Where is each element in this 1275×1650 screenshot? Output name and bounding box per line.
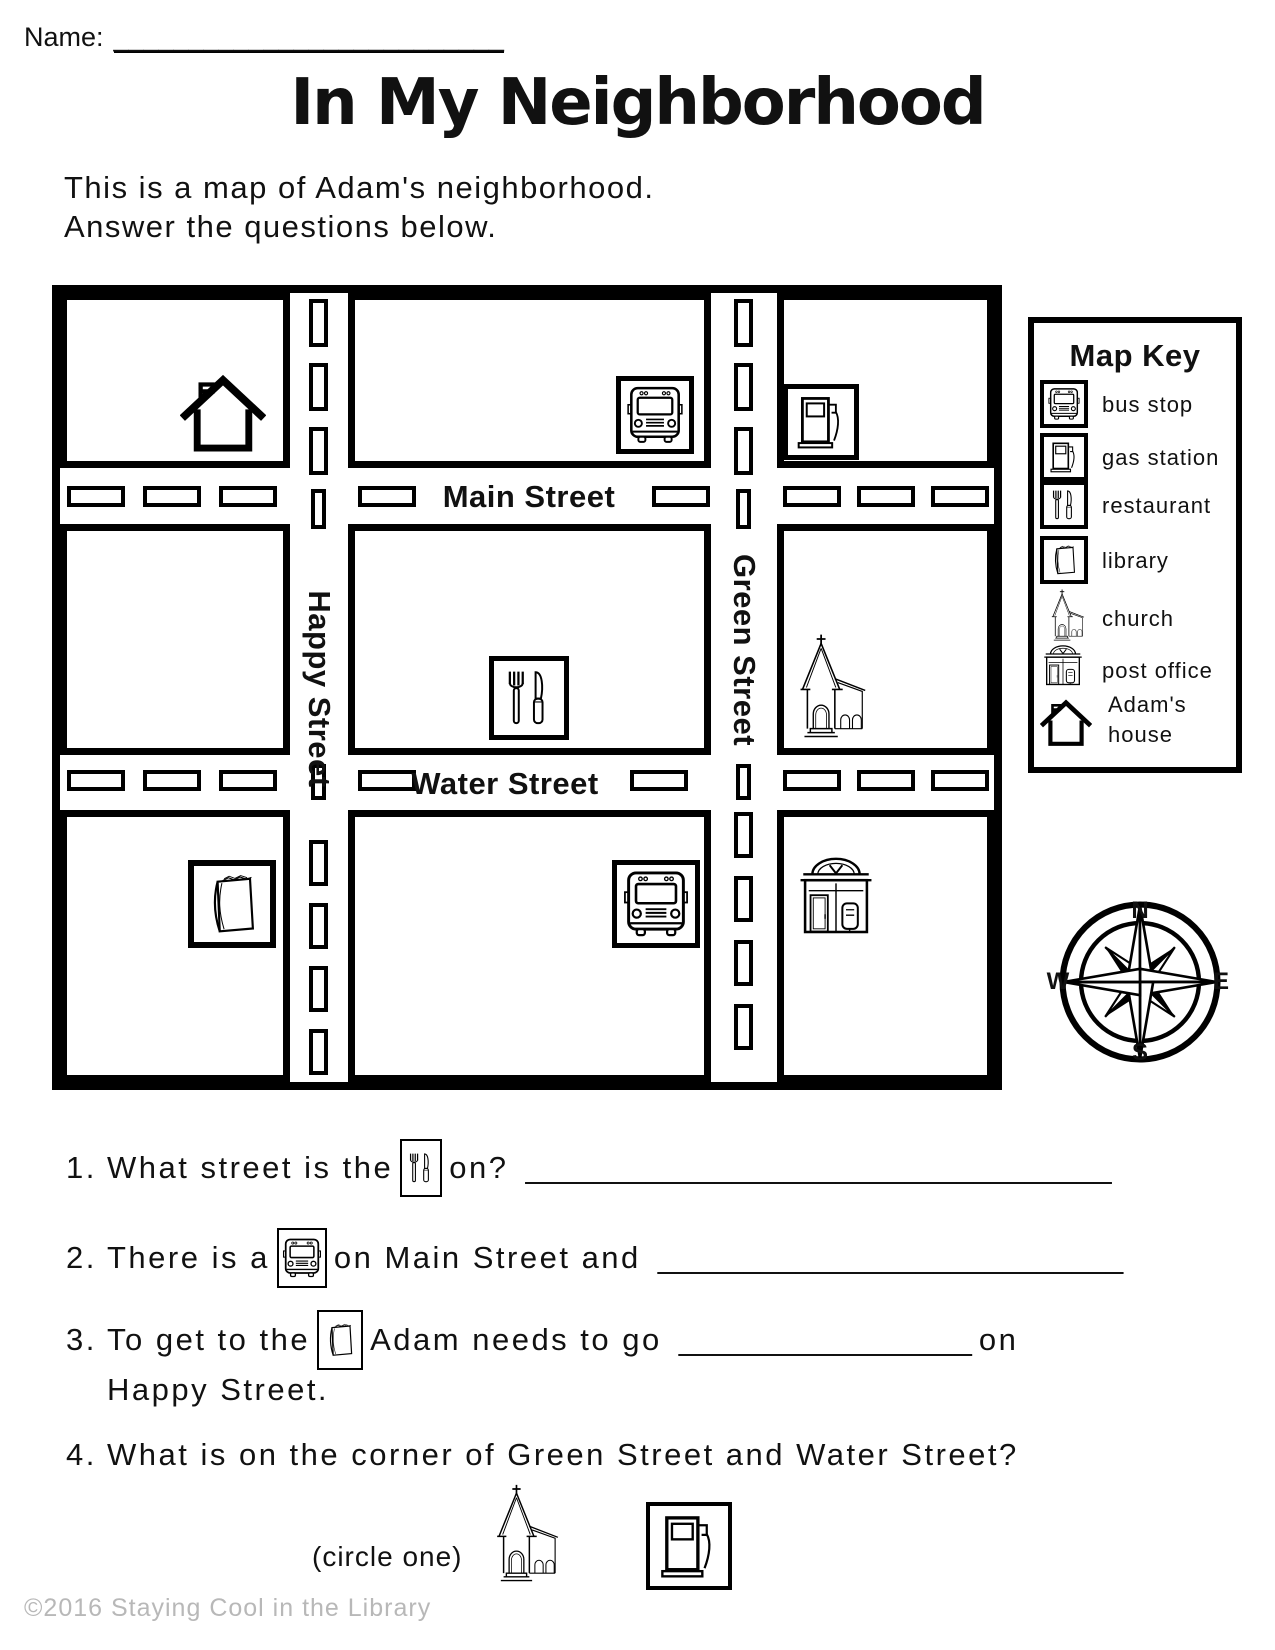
page-title: In My Neighborhood: [290, 66, 985, 140]
lane-dashes-main-left: [67, 486, 277, 507]
copyright: ©2016 Staying Cool in the Library: [24, 1594, 432, 1622]
bus-stop-icon: [616, 376, 694, 454]
question-1: [66, 1139, 1112, 1197]
question-2-text-after: on Main Street and: [333, 1240, 641, 1275]
question-2-text: There is a: [107, 1240, 270, 1275]
gas-station-icon[interactable]: [646, 1502, 732, 1590]
restaurant-icon: [1040, 481, 1088, 529]
question-2-answer-blank: ___________________________: [657, 1240, 1124, 1275]
name-row: [24, 22, 504, 53]
lane-dashes-green-top: [734, 299, 753, 475]
key-label-adams-house-line1: Adam's: [1108, 692, 1187, 717]
street-label-main: Main Street: [442, 479, 616, 514]
compass-east: E: [1212, 968, 1230, 995]
name-blank: __________________________: [113, 22, 504, 52]
key-label-gas-station: gas station: [1102, 445, 1220, 470]
instruction-line-1: This is a map of Adam's neighborhood.: [64, 170, 655, 205]
key-label-church: church: [1102, 606, 1175, 631]
church-icon: [778, 624, 876, 752]
key-label-post-office: post office: [1102, 658, 1213, 683]
post-office-icon: [786, 848, 886, 946]
lane-dash-main-mid-left: [358, 486, 416, 507]
instruction-line-2: Answer the questions below.: [64, 209, 498, 244]
house-icon: [180, 366, 266, 458]
street-label-happy: Happy Street: [302, 590, 337, 788]
lane-dash-green-water: [736, 764, 751, 800]
lane-dash-water-mid-left: [358, 770, 416, 791]
lane-dash-main-mid-right: [652, 486, 710, 507]
key-label-adams-house-line2: house: [1108, 722, 1173, 747]
question-4-number: 4.: [66, 1437, 97, 1472]
compass-south: S: [1131, 1039, 1149, 1066]
key-label-restaurant: restaurant: [1102, 493, 1212, 518]
key-label-library: library: [1102, 548, 1169, 573]
compass-north: N: [1131, 897, 1149, 924]
bus-stop-icon: [277, 1228, 327, 1288]
gas-station-icon: [783, 384, 859, 460]
gas-station-icon: [1040, 433, 1088, 481]
lane-dashes-water-left: [67, 770, 277, 791]
restaurant-icon: [489, 656, 569, 740]
instructions: [64, 168, 654, 246]
post-office-icon: [1030, 642, 1096, 690]
street-label-water: Water Street: [411, 766, 599, 801]
map-block-middle-left: [60, 524, 290, 755]
question-3-text-after: Adam needs to go: [370, 1322, 662, 1357]
church-icon[interactable]: [476, 1478, 568, 1592]
lane-dashes-happy-top: [309, 299, 328, 475]
question-3: [66, 1310, 1018, 1370]
lane-dash-happy-main: [311, 489, 326, 529]
question-1-text: What street is the: [107, 1150, 394, 1185]
lane-dash-water-mid-right: [630, 770, 688, 791]
question-2-number: 2.: [66, 1240, 97, 1275]
question-2: [66, 1228, 1123, 1288]
lane-dashes-water-right: [783, 770, 989, 791]
lane-dashes-happy-bottom: [309, 840, 328, 1075]
question-3-line2: Happy Street.: [107, 1372, 330, 1407]
question-4: [66, 1437, 1019, 1473]
lane-dashes-green-bottom: [734, 812, 753, 1050]
street-label-green: Green Street: [727, 553, 762, 747]
bus-stop-icon: [1040, 380, 1088, 428]
library-icon: [1040, 536, 1088, 584]
lane-dashes-main-right: [783, 486, 989, 507]
question-1-text-after: on?: [449, 1150, 509, 1185]
library-icon: [188, 860, 276, 948]
bus-stop-icon: [612, 860, 700, 948]
question-1-number: 1.: [66, 1150, 97, 1185]
name-label: Name:: [24, 22, 104, 52]
map-key-title: Map Key: [1069, 338, 1201, 373]
question-3-answer-blank: _________________: [678, 1322, 972, 1357]
key-label-bus-stop: bus stop: [1102, 392, 1194, 417]
question-3-number: 3.: [66, 1322, 97, 1357]
house-icon: [1040, 694, 1092, 750]
restaurant-icon: [400, 1139, 442, 1197]
question-3-text-end: on: [978, 1322, 1019, 1357]
lane-dash-green-main: [736, 489, 751, 529]
compass-west: W: [1046, 968, 1070, 995]
library-icon: [317, 1310, 363, 1370]
question-3-text: To get to the: [107, 1322, 311, 1357]
church-icon: [1036, 588, 1094, 644]
circle-one-hint: (circle one): [312, 1541, 463, 1572]
question-1-answer-blank: __________________________________: [525, 1150, 1112, 1185]
question-4-text: What is on the corner of Green Street and Water Street?: [107, 1437, 1019, 1472]
